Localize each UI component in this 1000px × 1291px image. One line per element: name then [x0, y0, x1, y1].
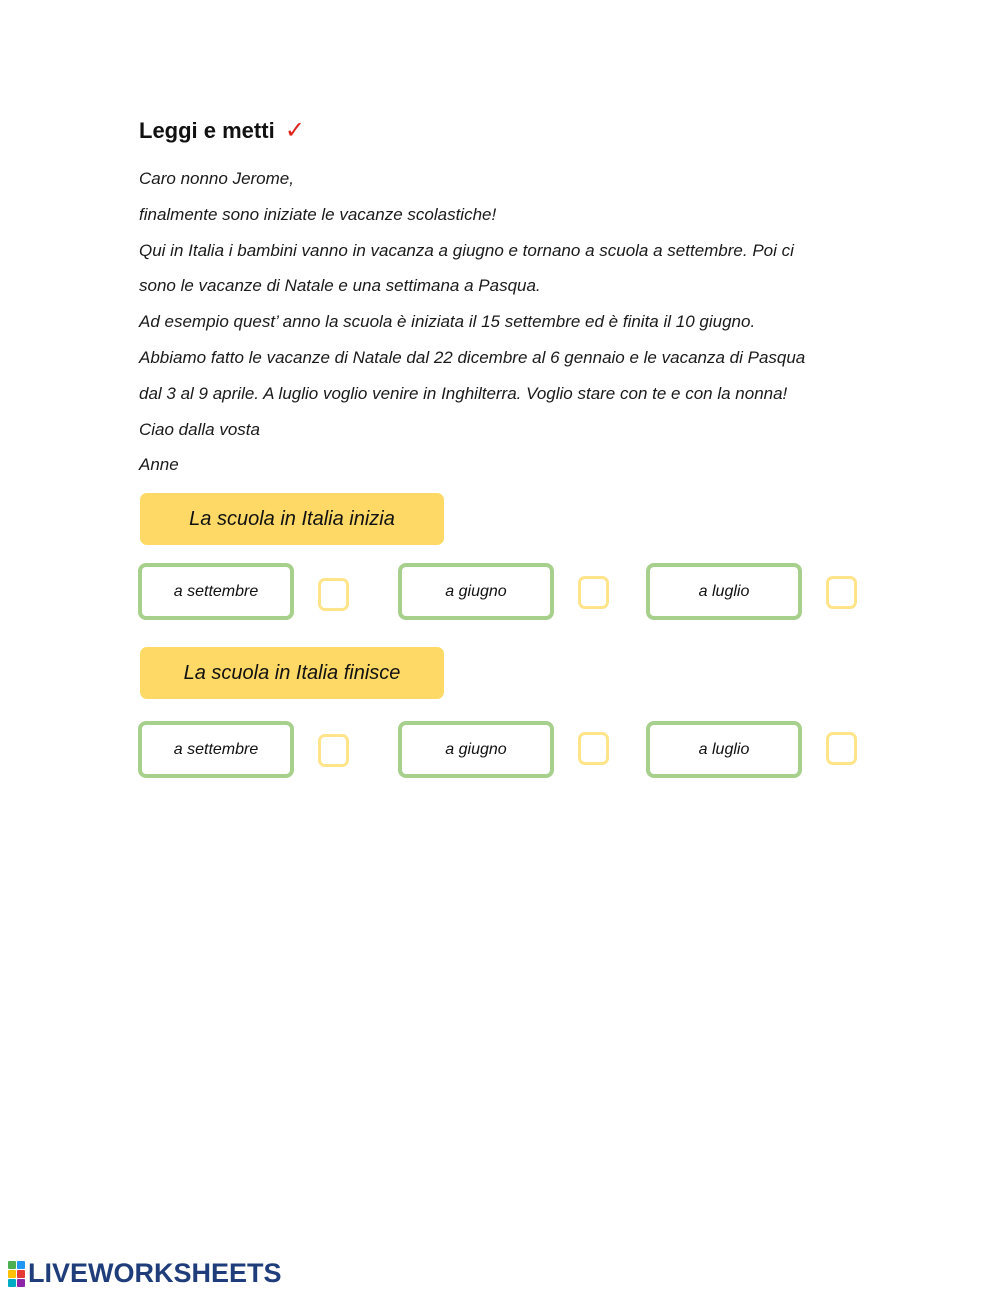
question-2-option-luglio[interactable]	[646, 721, 802, 778]
question-2-option-giugno[interactable]	[398, 721, 554, 778]
letter-line: Ciao dalla vosta	[139, 419, 260, 439]
question-1-checkbox-luglio[interactable]	[826, 576, 857, 609]
option-label: a settembre	[173, 740, 259, 758]
question-2-prompt: La scuola in Italia finisce	[183, 661, 401, 684]
question-2-checkbox-giugno[interactable]	[578, 732, 609, 765]
page-title	[139, 116, 305, 144]
question-1-option-giugno[interactable]	[398, 563, 554, 620]
option-label: a settembre	[173, 582, 259, 600]
checkmark-icon: ✓	[284, 116, 305, 144]
logo-text: LIVEWORKSHEETS	[28, 1258, 282, 1288]
question-1-checkbox-giugno[interactable]	[578, 576, 609, 609]
page-title-text: Leggi e metti	[139, 118, 275, 143]
question-2-option-settembre[interactable]	[138, 721, 294, 778]
option-label: a luglio	[698, 740, 750, 758]
question-2-banner	[140, 647, 444, 699]
question-1-banner	[140, 493, 444, 545]
option-label: a giugno	[445, 582, 507, 600]
letter-line: Abbiamo fatto le vacanze di Natale dal 22 dicembre al 6 gennaio e le vacanza di Pasqua	[139, 347, 806, 367]
letter-line: Caro nonno Jerome,	[139, 169, 294, 188]
question-1-checkbox-settembre[interactable]	[318, 578, 349, 611]
letter-line: dal 3 al 9 aprile. A luglio voglio venire in Inghilterra. Voglio stare con te e con la nonna!	[139, 383, 788, 403]
option-label: a giugno	[445, 740, 507, 758]
liveworksheets-logo[interactable]	[8, 1258, 282, 1289]
letter-line: Qui in Italia i bambini vanno in vacanza a giugno e tornano a scuola a settembre. Poi ci	[139, 240, 794, 260]
letter-text	[139, 161, 879, 483]
question-1-option-luglio[interactable]	[646, 563, 802, 620]
question-1-option-settembre[interactable]	[138, 563, 294, 620]
letter-line: Anne	[139, 455, 179, 475]
letter-line: finalmente sono iniziate le vacanze scolastiche!	[139, 204, 497, 224]
option-label: a luglio	[698, 582, 750, 600]
question-2-checkbox-settembre[interactable]	[318, 734, 349, 767]
question-2-checkbox-luglio[interactable]	[826, 732, 857, 765]
question-1-prompt: La scuola in Italia inizia	[189, 507, 395, 530]
logo-icon	[8, 1261, 25, 1287]
letter-line: sono le vacanze di Natale e una settimana a Pasqua.	[139, 276, 541, 296]
letter-line: Ad esempio quest’ anno la scuola è iniziata il 15 settembre ed è finita il 10 giugno.	[139, 312, 756, 332]
